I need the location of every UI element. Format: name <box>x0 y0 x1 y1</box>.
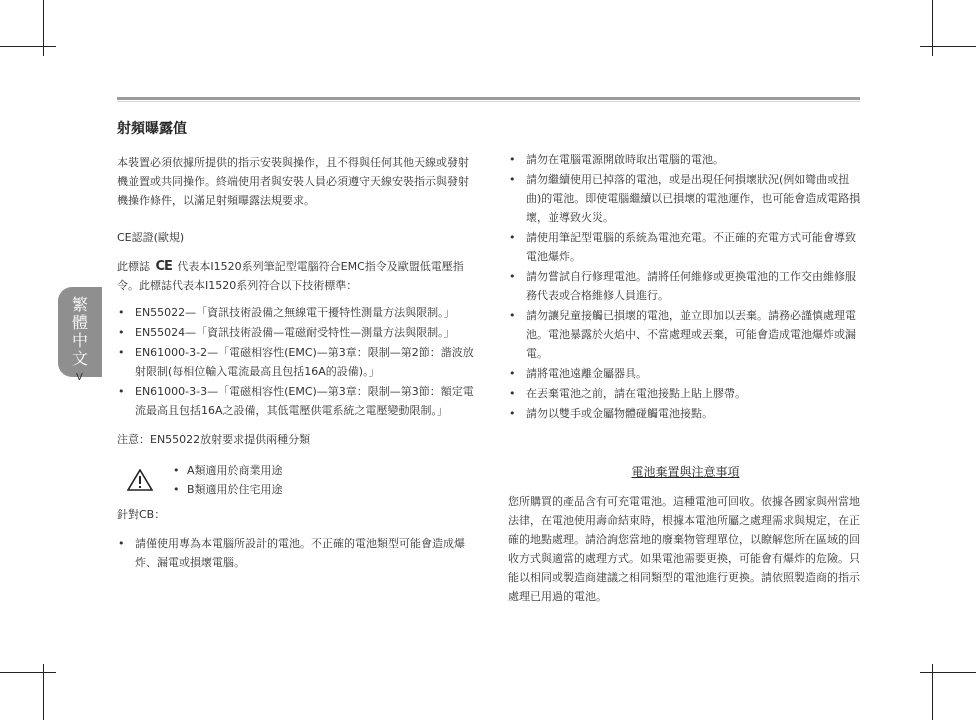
list-item: • EN55024—「資訊技術設備—電磁耐受特性—測量方法與限制。」 <box>117 323 477 342</box>
warning-box <box>117 461 477 499</box>
list-item: • 在丟棄電池之前，請在電池接點上貼上膠帶。 <box>508 384 863 403</box>
page-number: V <box>76 372 83 383</box>
list-item: • EN61000-3-2—「電磁相容性(EMC)—第3章：限制—第2節：諧波放射限制(每相位輸入電流最高且包括16A的設備)。」 <box>117 343 477 381</box>
crop-mark <box>920 46 976 47</box>
battery-safety-list <box>508 150 863 423</box>
crop-mark <box>920 672 976 673</box>
section-title: 射頻曝露值 <box>117 121 187 137</box>
list-item: • 請將電池遠離金屬器具。 <box>508 364 863 383</box>
ce-paragraph <box>117 257 477 295</box>
language-tab-char: 體 <box>71 313 88 332</box>
list-item: • 請使用筆記型電腦的系統為電池充電。不正確的充電方式可能會導致電池爆炸。 <box>508 228 863 266</box>
crop-mark <box>0 672 56 673</box>
ce-heading: CE認證(歐規) <box>117 231 185 244</box>
right-column <box>508 150 863 606</box>
list-item: • A類適用於商業用途 <box>173 461 283 480</box>
ce-mark-icon: CE <box>155 259 172 274</box>
ce-paragraph-start: 此標誌 <box>117 260 150 273</box>
language-tab-char: 繁 <box>71 295 88 314</box>
header-rule <box>117 97 860 100</box>
list-item: • B類適用於住宅用途 <box>173 480 283 499</box>
language-tab <box>58 287 102 377</box>
class-list <box>173 461 283 499</box>
list-item: • 請僅使用專為本電腦所設計的電池。不正確的電池類型可能會造成爆炸、漏電或損壞電腦。 <box>117 534 477 572</box>
crop-mark <box>43 0 44 56</box>
cb-list <box>117 534 477 572</box>
crop-mark <box>932 0 933 56</box>
list-item: • 請勿以雙手或金屬物體碰觸電池接點。 <box>508 404 863 423</box>
list-item: • 請勿嘗試自行修理電池。請將任何維修或更換電池的工作交由維修服務代表或合格維修人員進行。 <box>508 267 863 305</box>
rf-intro-paragraph: 本裝置必須依據所提供的指示安裝與操作，且不得與任何其他天線或發射機並置或共同操作。終端使用者與安裝人員必須遵守天線安裝指示與發射機操作條件，以滿足射頻曝露法規要求。 <box>117 156 469 207</box>
list-item: • 請勿讓兒童接觸已損壞的電池，並立即加以丟棄。請務必謹慎處理電池。電池暴露於火焰中、不當處理或丟棄，可能會造成電池爆炸或漏電。 <box>508 306 863 363</box>
ce-paragraph-end: 代表本I1520系列筆記型電腦符合EMC指令及歐盟低電壓指令。此標誌代表本I1520系列符合以下技術標準： <box>117 260 464 292</box>
header-rule-thin <box>117 101 860 102</box>
disposal-heading: 電池棄置與注意事項 <box>631 465 740 479</box>
list-item: • EN55022—「資訊技術設備之無線電干擾特性測量方法與限制。」 <box>117 303 477 322</box>
disposal-paragraph: 您所購買的產品含有可充電電池。這種電池可回收。依據各國家與州當地法律，在電池使用壽命結束時，根據本電池所屬之處理需求與規定，在正確的地點處理。請洽詢您當地的廢棄物管理單位，以瞭解您所在區域的回收方式與適當的處理方式。如果電池需要更換，可能會有爆炸的危險。只能以相同或製造商建議之相同類型的電池進行更換。請依照製造商的指示處理已用過的電池。 <box>508 495 860 603</box>
cb-heading: 針對CB： <box>117 508 166 521</box>
left-column <box>117 120 477 582</box>
warning-icon <box>127 469 153 491</box>
note-text: 注意：EN55022放射要求提供兩種分類 <box>117 433 311 446</box>
crop-mark <box>0 46 56 47</box>
list-item: • 請勿在電腦電源開啟時取出電腦的電池。 <box>508 150 863 169</box>
list-item: • EN61000-3-3—「電磁相容性(EMC)—第3章：限制—第3節：額定電流最高且包括16A之設備，其低電壓供電系統之電壓變動限制。」 <box>117 382 477 420</box>
language-tab-char: 中 <box>71 331 88 350</box>
language-tab-char: 文 <box>71 349 88 368</box>
standards-list <box>117 303 477 420</box>
list-item: • 請勿繼續使用已掉落的電池，或是出現任何損壞狀況(例如彎曲或扭曲)的電池。即使電腦繼續以已損壞的電池運作，也可能會造成電路損壞，並導致火災。 <box>508 170 863 227</box>
